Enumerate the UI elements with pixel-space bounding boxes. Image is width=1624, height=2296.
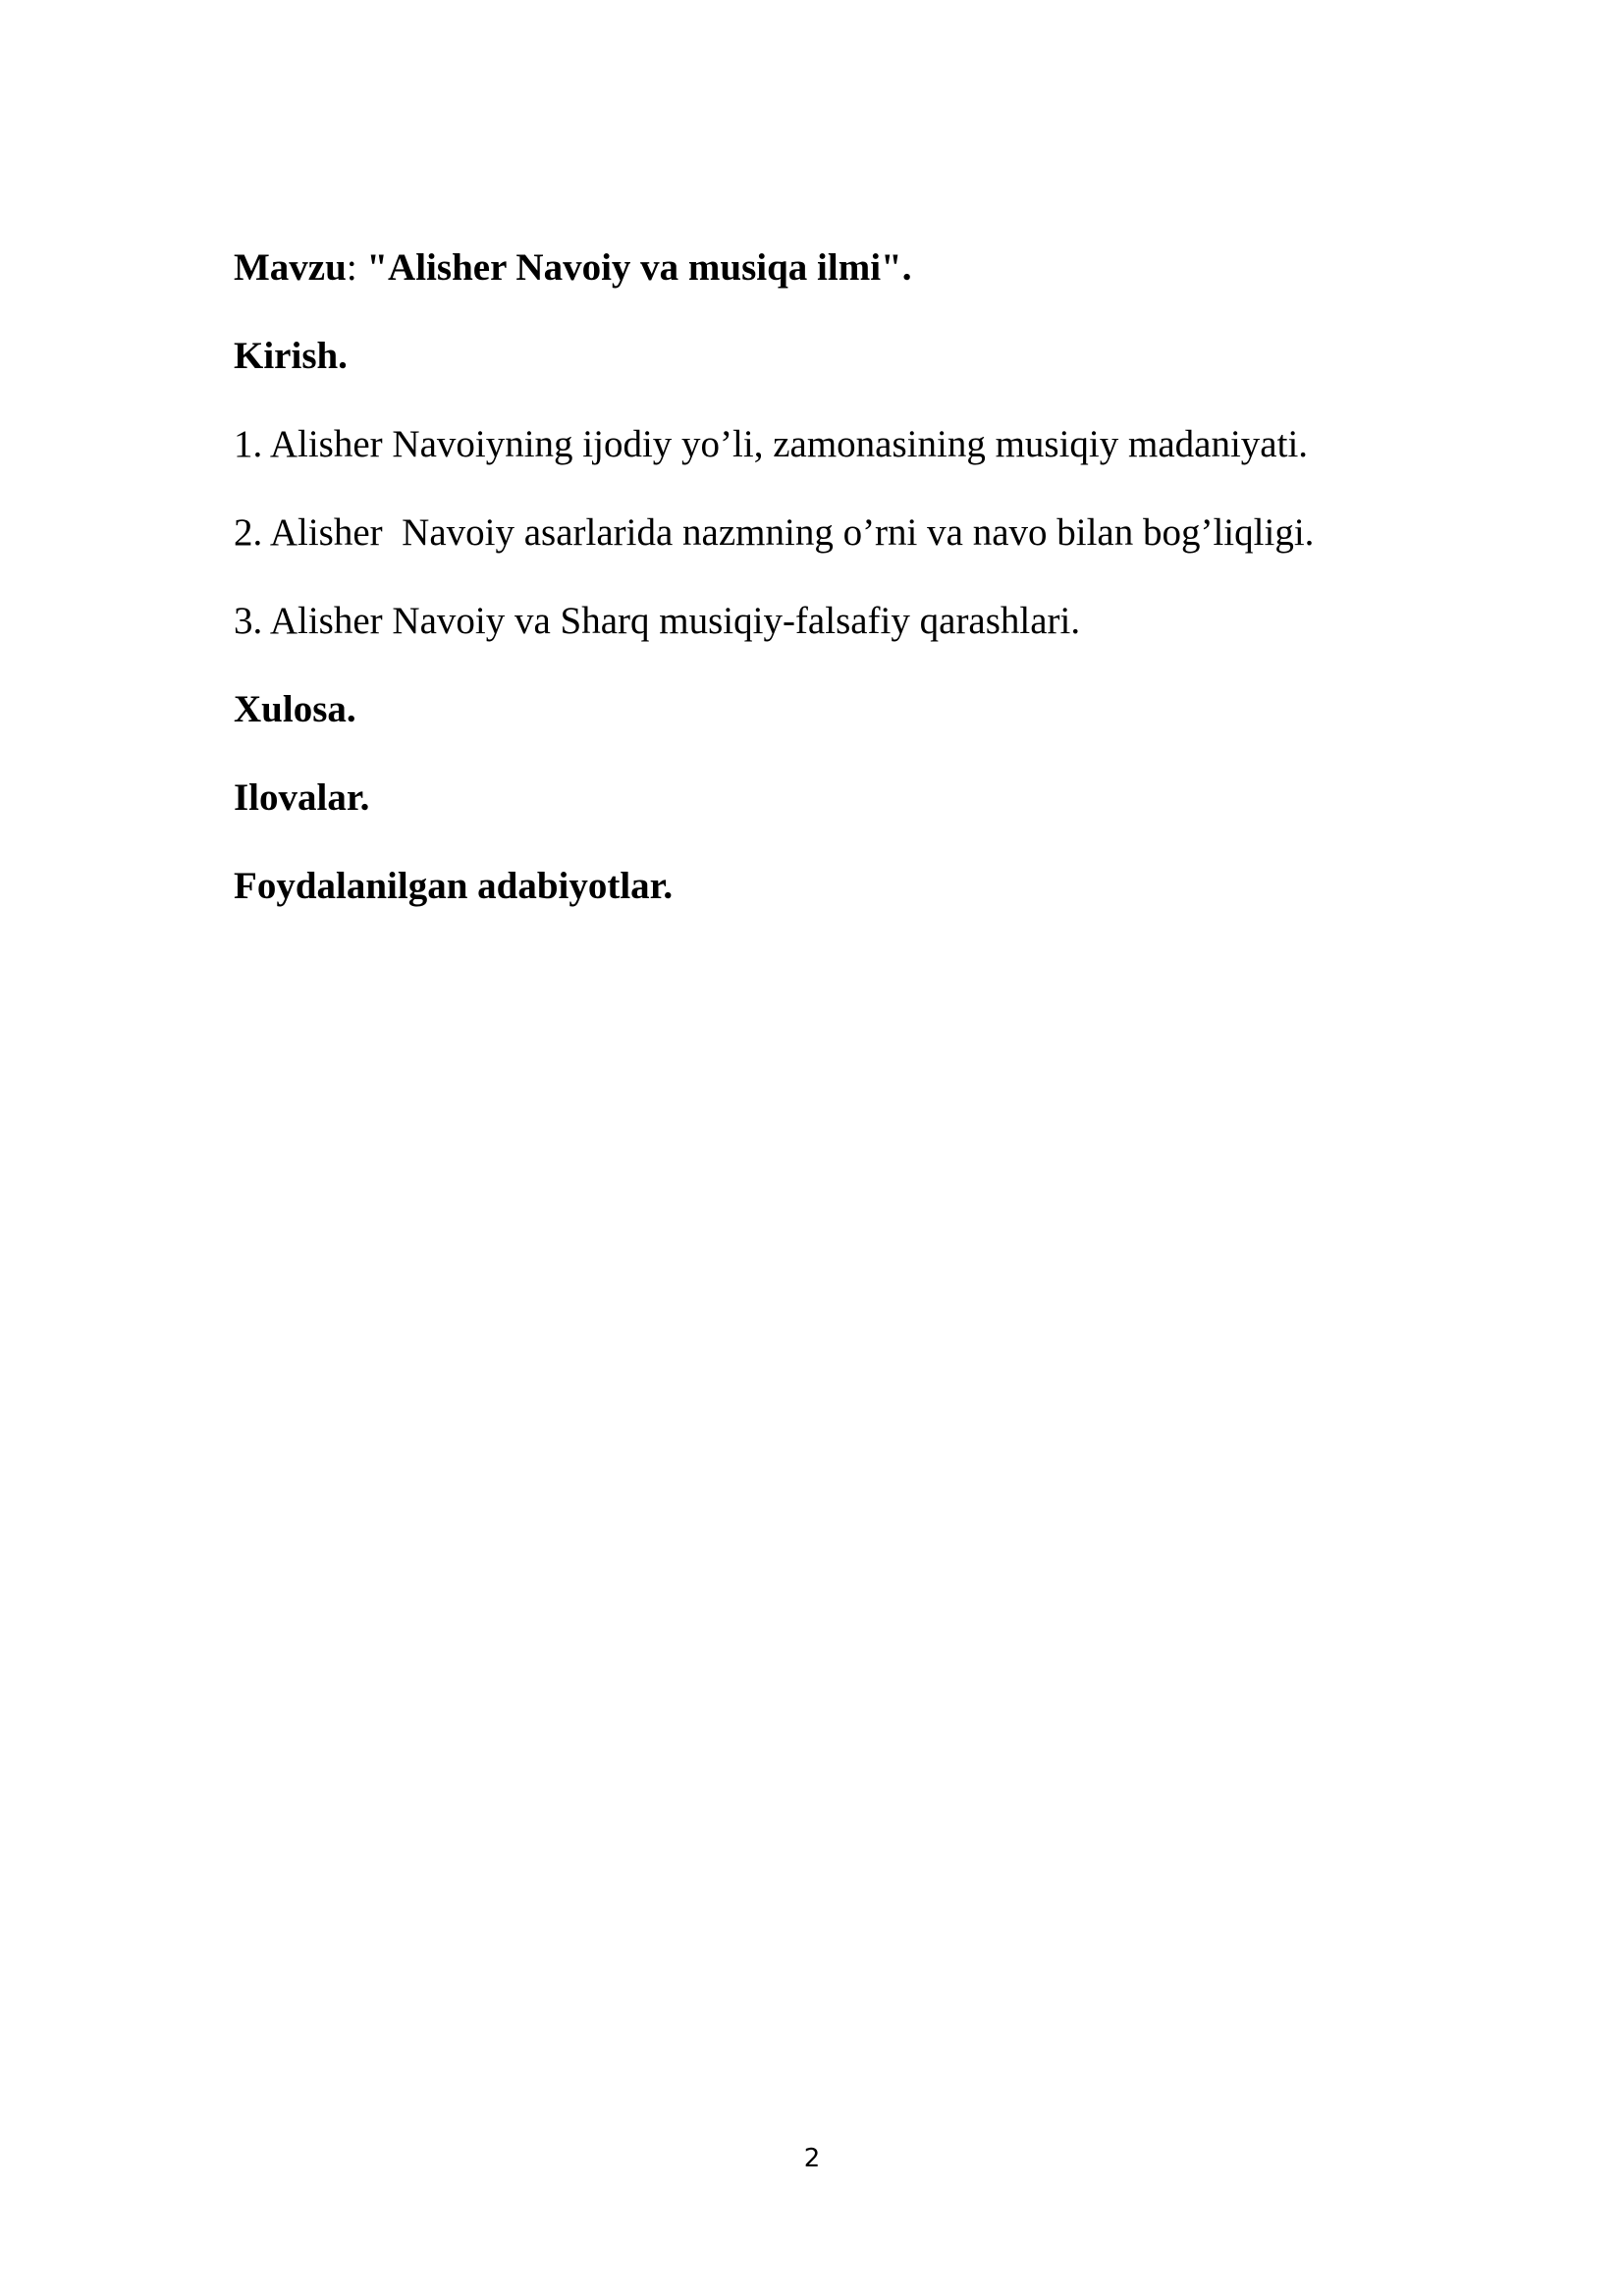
topic-label: Mavzu [234,246,347,289]
appendices-heading: Ilovalar. [234,776,370,819]
page-number: 2 [803,2144,821,2173]
outline-item-3: 3. Alisher Navoiy va Sharq musiqiy-falsafiy qarashlari. [234,600,1081,642]
references-heading: Foydalanilgan adabiyotlar. [234,865,674,907]
outline-item-1: 1. Alisher Navoiyning ijodiy yo’li, zamonasining musiqiy madaniyati. [234,423,1309,465]
topic-title: "Alisher Navoiy va musiqa ilmi". [366,246,912,289]
topic-line [234,245,911,291]
intro-heading: Kirish. [234,335,348,377]
outline-item-2: 2. Alisher Navoiy asarlarida nazmning o’rni va navo bilan bog’liqligi. [234,511,1315,554]
topic-colon: : [346,246,367,289]
conclusion-heading: Xulosa. [234,688,356,730]
